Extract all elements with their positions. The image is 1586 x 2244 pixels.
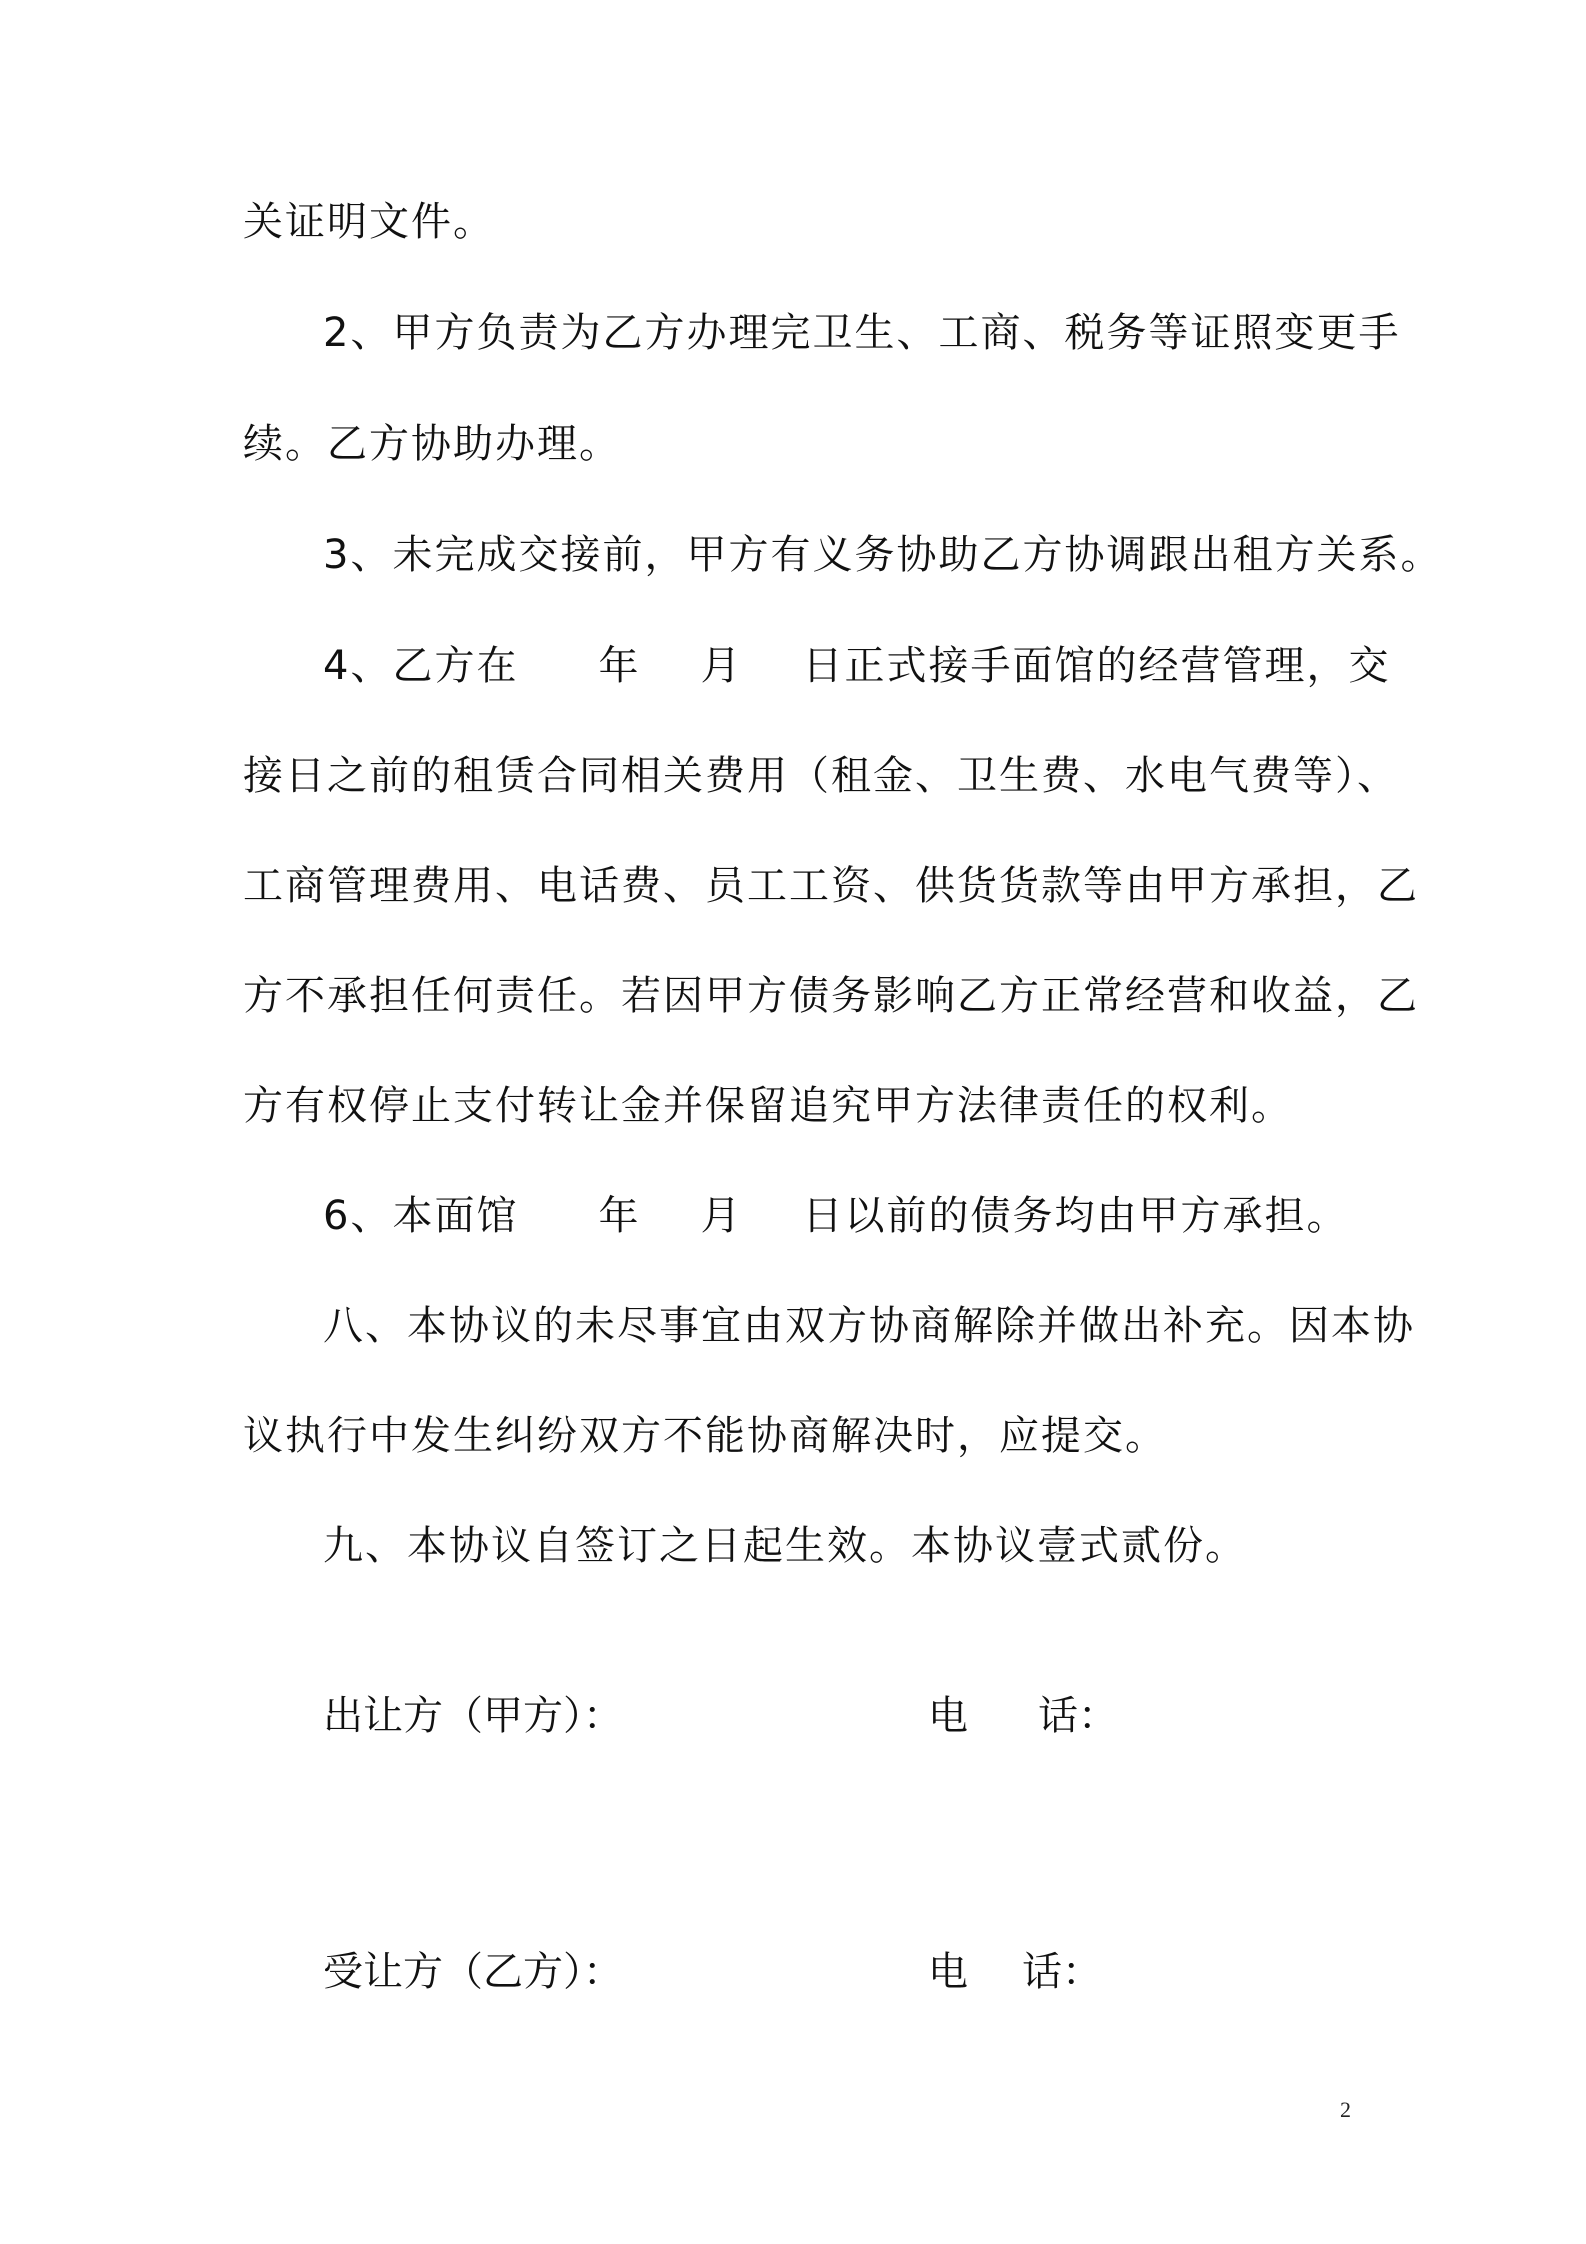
- transferee-phone-label: [928, 1944, 1102, 2000]
- page-number: 2: [1340, 2097, 1351, 2122]
- paragraph-line: 接日之前的租赁合同相关费用（租金、卫生费、水电气费等）、: [243, 753, 1399, 799]
- paragraph-line: 方有权停止支付转让金并保留追究甲方法律责任的权利。: [243, 1083, 1293, 1129]
- paragraph-line: 关证明文件。: [243, 199, 495, 245]
- transferor-phone-label: [928, 1688, 1118, 1744]
- phone-label-char: 话：: [1022, 1949, 1102, 1995]
- phone-label-char: 话：: [1038, 1693, 1118, 1739]
- paragraph-line: [323, 1188, 1443, 1244]
- date-year-label: 年: [598, 643, 641, 689]
- paragraph-line: [323, 638, 1443, 694]
- phone-label-char: 电: [928, 1693, 968, 1739]
- line-part: 6、本面馆: [323, 1193, 519, 1239]
- paragraph-line: 方不承担任何责任。若因甲方债务影响乙方正常经营和收益，乙: [243, 973, 1419, 1019]
- line-part: 日以前的债务均由甲方承担。: [802, 1193, 1349, 1239]
- paragraph-line: 工商管理费用、电话费、员工工资、供货货款等由甲方承担，乙: [243, 863, 1419, 909]
- paragraph-line: 九、本协议自签订之日起生效。本协议壹式贰份。: [323, 1523, 1247, 1569]
- paragraph-line: 3、未完成交接前，甲方有义务协助乙方协调跟出租方关系。: [323, 532, 1443, 578]
- date-month-label: 月: [700, 643, 743, 689]
- paragraph-line: 议执行中发生纠纷双方不能协商解决时，应提交。: [243, 1413, 1167, 1459]
- date-year-label: 年: [598, 1193, 641, 1239]
- line-part: 4、乙方在: [323, 643, 519, 689]
- date-month-label: 月: [700, 1193, 743, 1239]
- phone-label-char: 电: [928, 1949, 968, 1995]
- transferor-label: 出让方（甲方）：: [323, 1693, 623, 1739]
- paragraph-line: 续。乙方协助办理。: [243, 421, 621, 467]
- paragraph-line: 八、本协议的未尽事宜由双方协商解除并做出补充。因本协: [323, 1303, 1415, 1349]
- line-part: 日正式接手面馆的经营管理，交: [802, 643, 1391, 689]
- transferee-label: 受让方（乙方）：: [323, 1949, 623, 1995]
- paragraph-line: 2、甲方负责为乙方办理完卫生、工商、税务等证照变更手: [323, 310, 1401, 356]
